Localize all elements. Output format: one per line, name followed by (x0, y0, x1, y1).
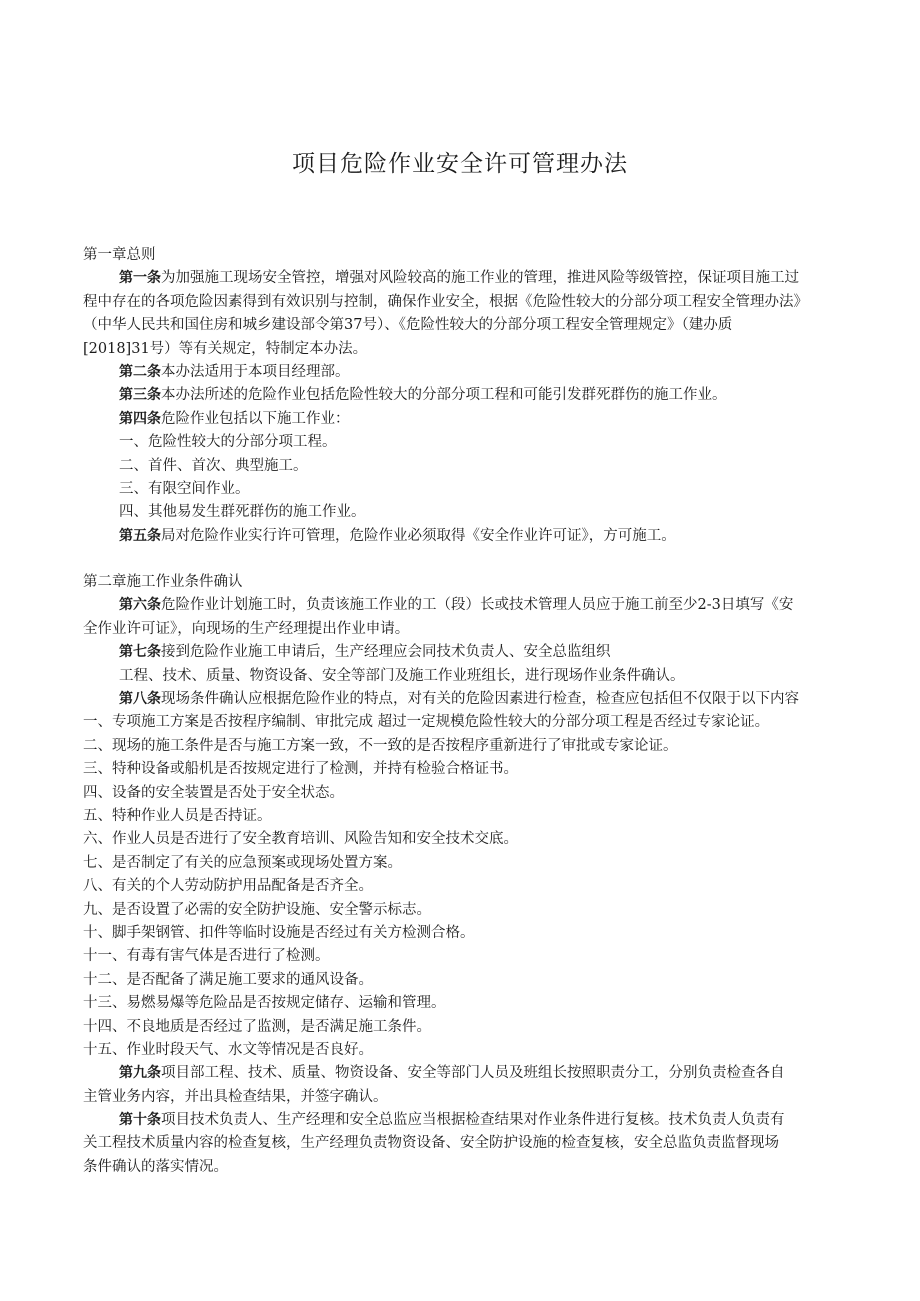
article-1-line-3: （中华人民共和国住房和城乡建设部令第37号）、《危险性较大的分部分项工程安全管理规定》（建办质 (83, 317, 733, 334)
list-item: 九、是否设置了必需的安全防护设施、安全警示标志。 (83, 901, 431, 918)
article-3 (83, 384, 843, 407)
article-9-line-2: 主管业务内容，并出具检查结果，并签字确认。 (83, 1088, 388, 1105)
list-item: 一、专项施工方案是否按程序编制、审批完成 超过一定规模危险性较大的分部分项工程是否经过专家论证。 (83, 714, 770, 731)
list-item: 二、现场的施工条件是否与施工方案一致，不一致的是否按程序重新进行了审批或专家论证。 (83, 737, 678, 754)
list-item: 五、特种作业人员是否持证。 (83, 807, 272, 824)
article-1-text: 为加强施工现场安全管控，增强对风险较高的施工作业的管理，推进风险等级管控，保证项目施工过 (161, 270, 799, 287)
article-4-label: 第四条 (119, 410, 161, 427)
list-item: 三、特种设备或船机是否按规定进行了检测，并持有检验合格证书。 (83, 761, 518, 778)
article-10-line-3: 条件确认的落实情况。 (83, 1158, 228, 1175)
list-item: 十三、易燃易爆等危险品是否按规定储存、运输和管理。 (83, 995, 446, 1012)
article-3-text: 本办法所述的危险作业包括危险性较大的分部分项工程和可能引发群死群伤的施工作业。 (161, 387, 727, 404)
article-7-label: 第七条 (119, 644, 161, 661)
article-7-line-2: 工程、技术、质量、物资设备、安全等部门及施工作业班组长，进行现场作业条件确认。 (119, 667, 685, 684)
list-item: 十五、作业时段天气、水文等情况是否良好。 (83, 1041, 373, 1058)
article-6-text: 危险作业计划施工时，负责该施工作业的工（段）长或技术管理人员应于施工前至少2-3日填写《安 (161, 597, 794, 614)
list-item: 三、有限空间作业。 (119, 480, 250, 497)
article-3-label: 第三条 (119, 387, 161, 404)
article-9-label: 第九条 (119, 1065, 161, 1082)
article-2 (83, 361, 843, 384)
article-9-line-1 (83, 1062, 843, 1085)
document-body (83, 244, 843, 1179)
article-1-label: 第一条 (119, 270, 161, 287)
list-item: 六、作业人员是否进行了安全教育培训、风险告知和安全技术交底。 (83, 831, 518, 848)
list-item: 十二、是否配备了满足施工要求的通风设备。 (83, 971, 373, 988)
list-item: 二、首件、首次、典型施工。 (119, 457, 308, 474)
chapter-1-heading: 第一章总则 (83, 247, 156, 263)
article-5-label: 第五条 (119, 527, 161, 544)
article-1-line-2: 程中存在的各项危险因素得到有效识别与控制，确保作业安全，根据《危险性较大的分部分项工程安全管理办法》 (83, 293, 808, 310)
article-5 (83, 525, 843, 548)
list-item: 七、是否制定了有关的应急预案或现场处置方案。 (83, 854, 402, 871)
list-item: 十一、有毒有害气体是否进行了检测。 (83, 948, 330, 965)
list-item: 十、脚手架钢管、扣件等临时设施是否经过有关方检测合格。 (83, 924, 475, 941)
article-6-label: 第六条 (119, 597, 161, 614)
article-1-line-1 (83, 267, 843, 290)
article-9-text: 项目部工程、技术、质量、物资设备、安全等部门人员及班组长按照职责分工，分别负责检查各自 (161, 1065, 785, 1082)
article-10-text: 项目技术负责人、生产经理和安全总监应当根据检查结果对作业条件进行复核。技术负责人负责有 (161, 1112, 785, 1129)
article-6-line-2: 全作业许可证》，向现场的生产经理提出作业申请。 (83, 620, 410, 637)
article-2-label: 第二条 (119, 363, 161, 380)
article-7-line-1 (83, 641, 843, 664)
article-4 (83, 408, 843, 431)
article-5-text: 局对危险作业实行许可管理，危险作业必须取得《安全作业许可证》，方可施工。 (161, 527, 676, 544)
article-6-line-1 (83, 594, 843, 617)
article-8-text: 现场条件确认应根据危险作业的特点，对有关的危险因素进行检查，检查应包括但不仅限于以下内容 (161, 691, 799, 708)
article-10-line-2: 关工程技术质量内容的检查复核，生产经理负责物资设备、安全防护设施的检查复核，安全总监负责监督现场 (83, 1135, 779, 1152)
chapter-2-heading: 第二章施工作业条件确认 (83, 574, 243, 591)
article-8-label: 第八条 (119, 691, 161, 708)
list-item: 四、其他易发生群死群伤的施工作业。 (119, 504, 366, 521)
article-1-line-4: [2018]31号）等有关规定，特制定本办法。 (83, 340, 368, 357)
list-item: 八、有关的个人劳动防护用品配备是否齐全。 (83, 878, 373, 895)
list-item: 一、危险性较大的分部分项工程。 (119, 434, 337, 451)
document-title: 项目危险作业安全许可管理办法 (292, 151, 628, 177)
article-10-label: 第十条 (119, 1112, 161, 1129)
list-item: 四、设备的安全装置是否处于安全状态。 (83, 784, 344, 801)
article-8 (83, 688, 843, 711)
list-item: 十四、不良地质是否经过了监测，是否满足施工条件。 (83, 1018, 431, 1035)
article-4-text: 危险作业包括以下施工作业： (161, 410, 350, 427)
article-7-text: 接到危险作业施工申请后，生产经理应会同技术负责人、安全总监组织 (161, 644, 611, 661)
article-10-line-1 (83, 1109, 843, 1132)
article-2-text: 本办法适用于本项目经理部。 (161, 363, 350, 380)
